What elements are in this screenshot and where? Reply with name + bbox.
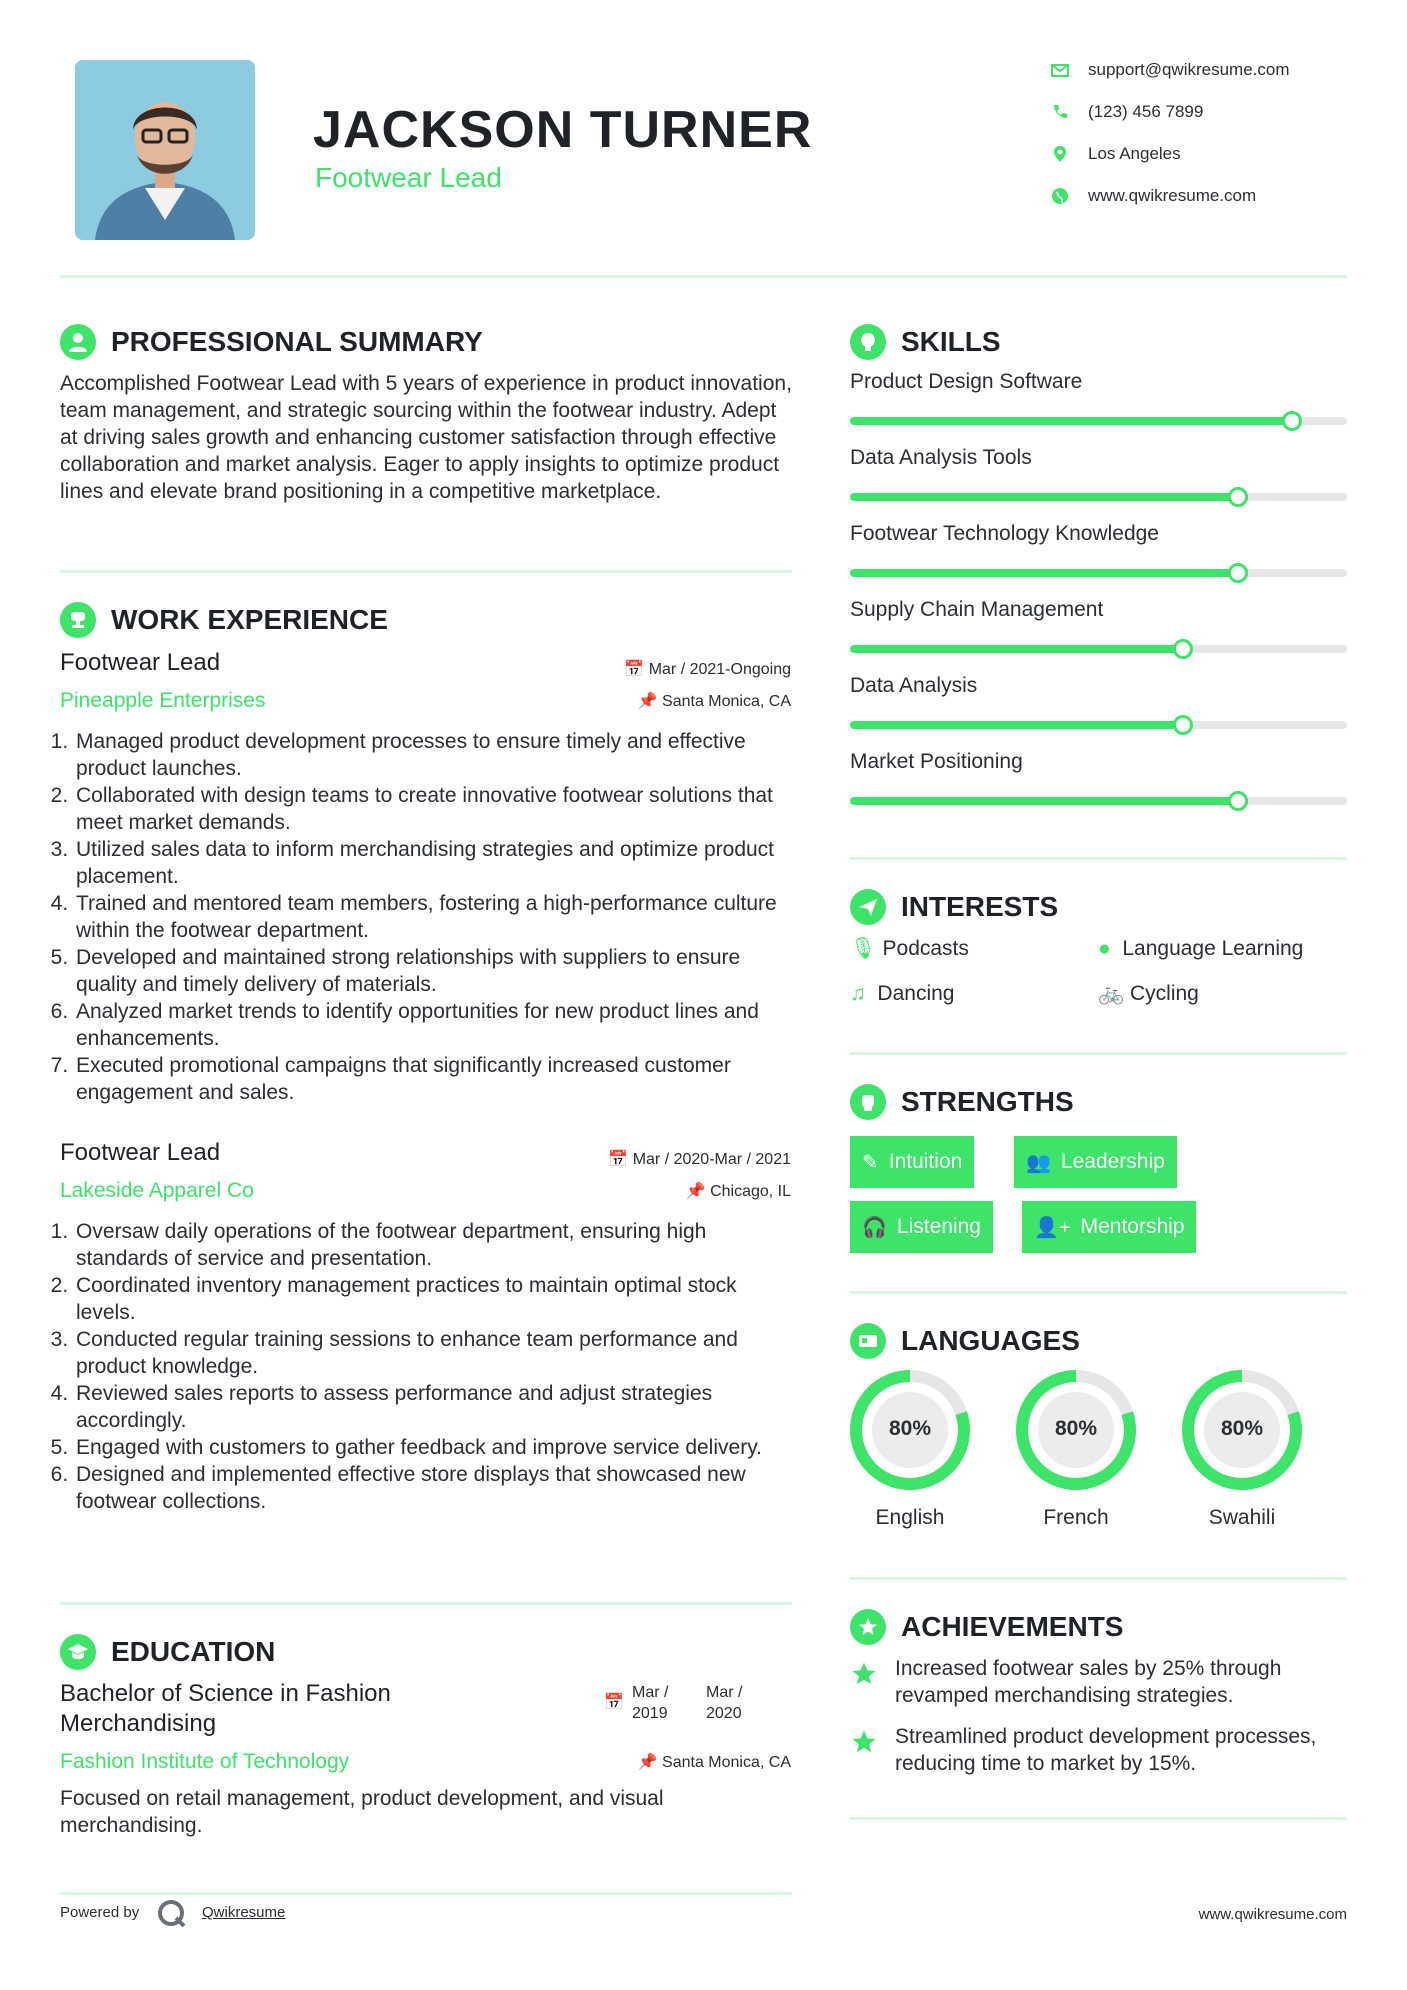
skill-bar-fill <box>850 493 1238 501</box>
list-item: 3. Utilized sales data to inform merchandising strategies and optimize product placement. <box>74 836 796 890</box>
avatar <box>75 60 255 240</box>
qwikresume-link[interactable]: Qwikresume <box>202 1904 286 1921</box>
qwikresume-logo-icon <box>156 1898 188 1930</box>
interest-dancing <box>850 982 954 1006</box>
skill-label: Product Design Software <box>850 370 1083 393</box>
interest-label: Cycling <box>1130 982 1199 1005</box>
pin-icon: 📌 <box>685 1183 711 1200</box>
users-icon: 👥 <box>1026 1151 1051 1174</box>
paper-plane-icon <box>850 889 886 925</box>
headphones-icon: 🎧 <box>862 1216 887 1239</box>
skill-bar <box>850 417 1347 425</box>
contact-website-text: www.qwikresume.com <box>1088 186 1257 205</box>
list-item: 5. Engaged with customers to gather feedback and improve service delivery. <box>74 1434 796 1461</box>
skill-label: Market Positioning <box>850 750 1023 773</box>
strength-listening <box>850 1201 993 1253</box>
magic-wand-icon: ✎ <box>862 1151 879 1174</box>
language-percent: 80% <box>1054 1417 1098 1440</box>
list-item: 1. Managed product development processes to ensure timely and effective product launches. <box>74 728 796 782</box>
languages-heading: LANGUAGES <box>901 1325 1080 1356</box>
strength-intuition <box>850 1136 974 1188</box>
music-icon: ♫ <box>850 982 866 1005</box>
interest-language-learning <box>1098 937 1303 961</box>
id-card-icon <box>850 1323 886 1359</box>
education-heading: EDUCATION <box>111 1636 276 1667</box>
strength-label: Listening <box>896 1215 981 1238</box>
list-item: 5. Developed and maintained strong relationships with suppliers to ensure quality and timely delivery of materials. <box>74 944 796 998</box>
interest-podcasts <box>850 937 969 961</box>
skill-bar-fill <box>850 569 1238 577</box>
degree-line-1: Bachelor of Science in Fashion <box>60 1680 391 1707</box>
education-location <box>604 1752 791 1772</box>
experience-divider <box>60 1602 792 1605</box>
globe-icon: ● <box>1098 937 1111 960</box>
skill-bar-fill <box>850 645 1183 653</box>
footer-website[interactable]: www.qwikresume.com <box>1198 1906 1347 1923</box>
job-1-location-text: Santa Monica, CA <box>662 693 791 710</box>
skill-bar <box>850 645 1347 653</box>
job-1-company: Pineapple Enterprises <box>60 689 266 712</box>
user-plus-icon: 👤+ <box>1034 1216 1071 1239</box>
profile-photo <box>75 60 255 240</box>
contact-email-text: support@qwikresume.com <box>1088 60 1290 79</box>
mail-icon <box>1050 60 1070 80</box>
job-1-date <box>604 659 791 679</box>
achievements-heading: ACHIEVEMENTS <box>901 1611 1124 1642</box>
skill-label: Supply Chain Management <box>850 598 1104 621</box>
star-icon <box>850 1728 878 1756</box>
star-icon <box>850 1609 886 1645</box>
experience-heading: WORK EXPERIENCE <box>111 604 388 635</box>
calendar-icon: 📅 <box>608 1151 633 1168</box>
strength-label: Mentorship <box>1080 1215 1185 1238</box>
summary-text: Accomplished Footwear Lead with 5 years of experience in product innovation, team management, and strategic sourcing within the footwear industry. Adept at driving sales growth and enhancing customer satisfaction through effective collaboration and market analysis. Eager to apply insights to optimize product lines and elevate brand positioning in a competitive marketplace. <box>60 372 792 503</box>
skill-bar-knob <box>1228 563 1248 583</box>
user-icon <box>60 324 96 360</box>
skill-bar-knob <box>1282 411 1302 431</box>
list-item: 6. Analyzed market trends to identify opportunities for new product lines and enhancements. <box>74 998 796 1052</box>
skill-bar <box>850 493 1347 501</box>
interest-label: Dancing <box>877 982 955 1005</box>
graduation-icon <box>60 1634 96 1670</box>
job-2-location-text: Chicago, IL <box>710 1183 791 1200</box>
language-label: Swahili <box>1208 1506 1276 1529</box>
languages-divider <box>850 1577 1347 1580</box>
strengths-heading: STRENGTHS <box>901 1086 1074 1117</box>
skill-bar <box>850 797 1347 805</box>
candidate-name: JACKSON TURNER <box>313 101 813 159</box>
interest-label: Language Learning <box>1122 937 1304 960</box>
education-date-start <box>632 1682 668 1724</box>
lightbulb-icon <box>850 324 886 360</box>
achievement-1: Increased footwear sales by 25% through revamped merchandising strategies. <box>895 1657 1282 1707</box>
list-item: 4. Trained and mentored team members, fostering a high-performance culture within the footwear department. <box>74 890 796 944</box>
degree-line-2: Merchandising <box>60 1710 217 1737</box>
job-2-date <box>584 1149 791 1169</box>
star-icon <box>850 1660 878 1688</box>
language-gauge <box>1011 1365 1141 1495</box>
achievements-divider <box>850 1817 1347 1820</box>
skill-bar-fill <box>850 797 1238 805</box>
globe-icon <box>1050 186 1070 206</box>
language-gauge <box>1177 1365 1307 1495</box>
education-date-start-year: 2019 <box>632 1705 668 1722</box>
location-icon <box>1050 144 1070 164</box>
strength-leadership <box>1014 1136 1177 1188</box>
language-gauge <box>845 1365 975 1495</box>
job-1-bullets <box>56 728 796 1106</box>
calendar-icon: 📅 <box>604 1694 624 1711</box>
strength-label: Intuition <box>888 1150 963 1173</box>
skill-bar-knob <box>1173 715 1193 735</box>
list-item: 6. Designed and implemented effective store displays that showcased new footwear collections. <box>74 1461 796 1515</box>
job-2-location <box>604 1181 791 1201</box>
job-2-bullets <box>56 1218 796 1515</box>
job-1-title: Footwear Lead <box>60 649 221 676</box>
interest-cycling <box>1098 982 1199 1006</box>
skill-bar <box>850 721 1347 729</box>
pin-icon: 📌 <box>637 693 663 710</box>
education-date-end-year: 2020 <box>706 1705 742 1722</box>
interests-heading: INTERESTS <box>901 891 1059 922</box>
language-percent: 80% <box>1220 1417 1264 1440</box>
job-2-date-text: Mar / 2020-Mar / 2021 <box>632 1151 791 1168</box>
skill-bar-fill <box>850 721 1183 729</box>
education-date-end-month: Mar / <box>706 1684 743 1701</box>
calendar-icon: 📅 <box>624 661 649 678</box>
list-item: 7. Executed promotional campaigns that significantly increased customer engagement and sales. <box>74 1052 796 1106</box>
education-description: Focused on retail management, product development, and visual merchandising. <box>60 1787 664 1837</box>
achievement-2: Streamlined product development processes, reducing time to market by 15%. <box>895 1725 1317 1775</box>
list-item: 1. Oversaw daily operations of the footwear department, ensuring high standards of service and presentation. <box>74 1218 796 1272</box>
bicycle-icon: 🚲 <box>1098 982 1125 1005</box>
interest-label: Podcasts <box>882 937 969 960</box>
phone-icon <box>1050 102 1070 122</box>
strengths-divider <box>850 1291 1347 1294</box>
strength-label: Leadership <box>1060 1150 1165 1173</box>
language-percent: 80% <box>888 1417 932 1440</box>
skill-bar-knob <box>1173 639 1193 659</box>
skill-label: Data Analysis <box>850 674 978 697</box>
contact-location-text: Los Angeles <box>1088 144 1181 163</box>
language-label: French <box>1043 1506 1109 1529</box>
skill-bar-knob <box>1228 487 1248 507</box>
school-name: Fashion Institute of Technology <box>60 1750 350 1773</box>
skill-bar-fill <box>850 417 1292 425</box>
education-date-end <box>706 1682 742 1724</box>
skill-label: Footwear Technology Knowledge <box>850 522 1159 545</box>
header-divider <box>60 275 1347 278</box>
education-date-start-month: Mar / <box>632 1684 669 1701</box>
briefcase-icon <box>60 602 96 638</box>
job-2-title: Footwear Lead <box>60 1139 221 1166</box>
language-label: English <box>875 1506 945 1529</box>
education-location-text: Santa Monica, CA <box>662 1754 791 1771</box>
summary-heading: PROFESSIONAL SUMMARY <box>111 326 483 357</box>
job-1-date-text: Mar / 2021-Ongoing <box>648 661 791 678</box>
pin-icon: 📌 <box>637 1754 663 1771</box>
candidate-role: Footwear Lead <box>315 162 502 193</box>
skills-heading: SKILLS <box>901 326 1001 357</box>
list-item: 4. Reviewed sales reports to assess performance and adjust strategies accordingly. <box>74 1380 796 1434</box>
microphone-icon: 🎙 <box>850 937 877 960</box>
job-1-location <box>604 691 791 711</box>
skill-label: Data Analysis Tools <box>850 446 1032 469</box>
summary-divider <box>60 570 792 573</box>
fist-icon <box>850 1084 886 1120</box>
job-2-company: Lakeside Apparel Co <box>60 1179 254 1202</box>
skill-bar-knob <box>1228 791 1248 811</box>
skills-divider <box>850 857 1347 860</box>
skill-bar <box>850 569 1347 577</box>
list-item: 2. Collaborated with design teams to create innovative footwear solutions that meet market demands. <box>74 782 796 836</box>
contact-phone-text: (123) 456 7899 <box>1088 102 1204 121</box>
interests-divider <box>850 1052 1347 1055</box>
powered-by-label: Powered by <box>60 1904 140 1921</box>
list-item: 3. Conducted regular training sessions to enhance team performance and product knowledge. <box>74 1326 796 1380</box>
strength-mentorship <box>1022 1201 1196 1253</box>
list-item: 2. Coordinated inventory management practices to maintain optimal stock levels. <box>74 1272 796 1326</box>
education-divider <box>60 1892 792 1895</box>
